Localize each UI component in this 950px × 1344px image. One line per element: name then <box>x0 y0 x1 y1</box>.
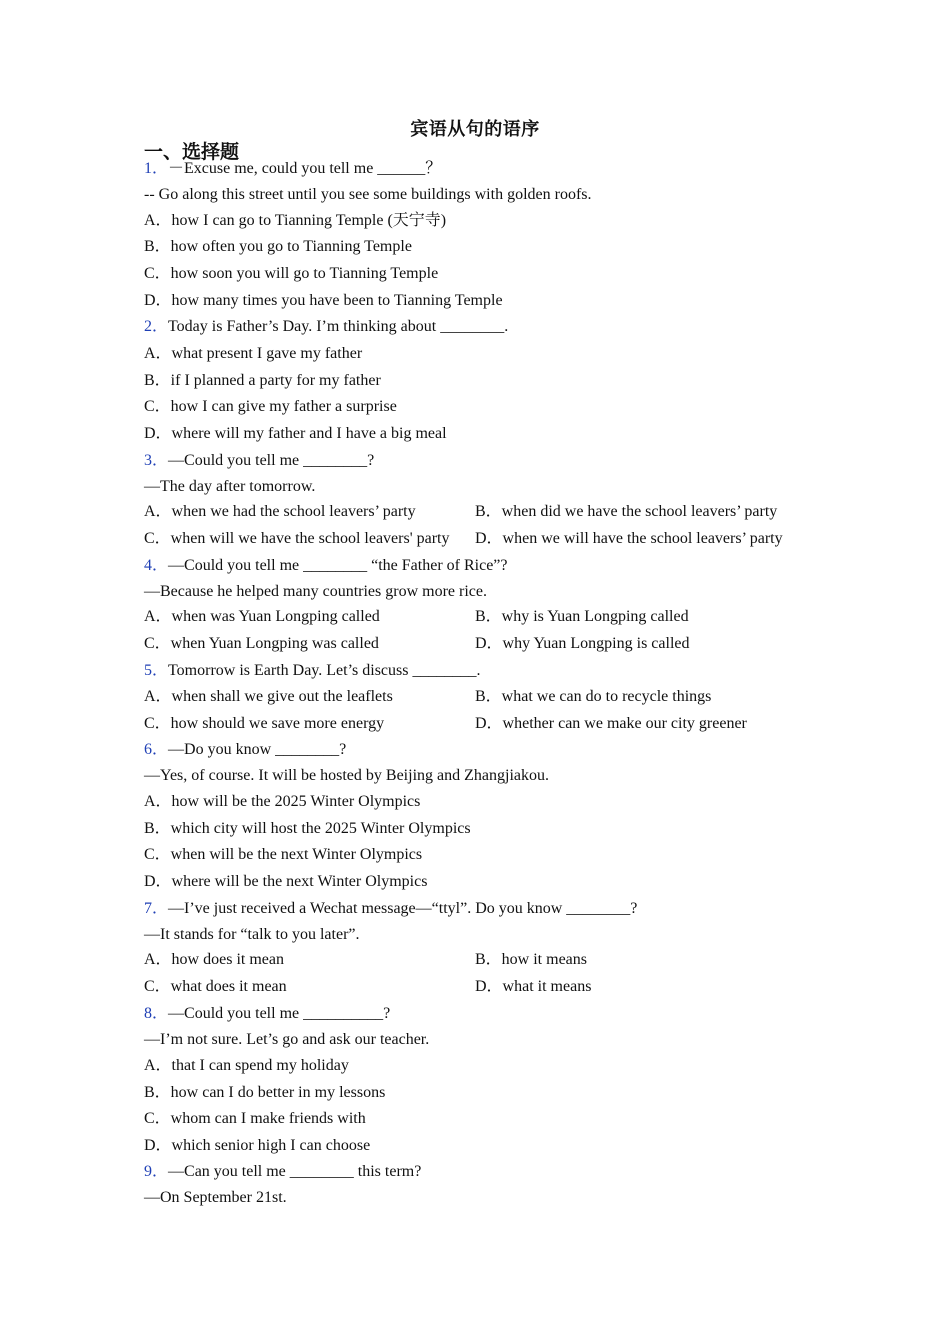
question-number: 8． <box>144 1005 169 1022</box>
question-text: －Excuse me, could you tell me ______？ <box>168 160 442 177</box>
question-2-option-b[interactable]: B．if I planned a party for my father <box>144 372 381 389</box>
question-text: —Could you tell me ________ “the Father of Rice”? <box>168 557 508 574</box>
question-7-option-b[interactable]: B．how it means <box>475 951 587 968</box>
question-4-reply: —Because he helped many countries grow more rice. <box>144 583 487 600</box>
question-8-option-d[interactable]: D．which senior high I can choose <box>144 1137 371 1154</box>
question-4-stem <box>144 556 508 576</box>
section-title: 一、选择题 <box>144 141 240 163</box>
question-7-option-a[interactable]: A．how does it mean <box>144 951 284 968</box>
question-8-option-c[interactable]: C．whom can I make friends with <box>144 1110 366 1127</box>
question-4-option-a[interactable]: A．when was Yuan Longping called <box>144 608 380 625</box>
question-5-option-a[interactable]: A．when shall we give out the leaflets <box>144 688 393 705</box>
question-number: 3． <box>144 452 169 469</box>
question-6-option-c[interactable]: C．when will be the next Winter Olympics <box>144 846 423 863</box>
question-6-option-b[interactable]: B．which city will host the 2025 Winter Olympics <box>144 820 471 837</box>
question-number: 6． <box>144 741 169 758</box>
question-number: 5． <box>144 662 169 679</box>
question-3-reply: —The day after tomorrow. <box>144 478 316 495</box>
question-3-option-c[interactable]: C．when will we have the school leavers' party <box>144 530 450 547</box>
question-4-option-c[interactable]: C．when Yuan Longping was called <box>144 635 379 652</box>
question-number: 1． <box>144 160 169 177</box>
question-7-stem <box>144 899 637 919</box>
question-5-stem <box>144 661 480 681</box>
question-7-option-d[interactable]: D．what it means <box>475 978 592 995</box>
question-text: —I’ve just received a Wechat message—“ttyl”. Do you know ________? <box>168 900 638 917</box>
question-text: —Could you tell me ________? <box>168 452 375 469</box>
question-6-reply: —Yes, of course. It will be hosted by Beijing and Zhangjiakou. <box>144 767 549 784</box>
document-title: 宾语从句的语序 <box>410 119 540 140</box>
question-6-option-d[interactable]: D．where will be the next Winter Olympics <box>144 873 428 890</box>
question-2-stem <box>144 317 508 337</box>
question-4-option-b[interactable]: B．why is Yuan Longping called <box>475 608 689 625</box>
question-6-stem <box>144 740 346 760</box>
question-2-option-d[interactable]: D．where will my father and I have a big meal <box>144 425 447 442</box>
question-8-option-a[interactable]: A．that I can spend my holiday <box>144 1057 349 1074</box>
question-2-option-a[interactable]: A．what present I gave my father <box>144 345 363 362</box>
question-9-reply: —On September 21st. <box>144 1189 287 1206</box>
question-6-option-a[interactable]: A．how will be the 2025 Winter Olympics <box>144 793 421 810</box>
question-1-reply: -- Go along this street until you see some buildings with golden roofs. <box>144 186 592 203</box>
question-7-option-c[interactable]: C．what does it mean <box>144 978 287 995</box>
question-8-option-b[interactable]: B．how can I do better in my lessons <box>144 1084 386 1101</box>
question-5-option-c[interactable]: C．how should we save more energy <box>144 715 385 732</box>
question-1-option-b[interactable]: B．how often you go to Tianning Temple <box>144 238 412 255</box>
question-8-stem <box>144 1004 390 1024</box>
question-3-option-a[interactable]: A．when we had the school leavers’ party <box>144 503 416 520</box>
question-text: —Can you tell me ________ this term? <box>168 1163 422 1180</box>
question-number: 9． <box>144 1163 169 1180</box>
question-number: 2． <box>144 318 169 335</box>
question-9-stem <box>144 1162 421 1182</box>
question-1-option-a[interactable]: A．how I can go to Tianning Temple (天宁寺) <box>144 212 447 229</box>
question-3-option-b[interactable]: B．when did we have the school leavers’ party <box>475 503 778 520</box>
question-text: Today is Father’s Day. I’m thinking about ________. <box>168 318 509 335</box>
question-number: 7． <box>144 900 169 917</box>
question-1-option-c[interactable]: C．how soon you will go to Tianning Temple <box>144 265 439 282</box>
question-text: Tomorrow is Earth Day. Let’s discuss ________. <box>168 662 481 679</box>
question-7-reply: —It stands for “talk to you later”. <box>144 926 360 943</box>
question-5-option-d[interactable]: D．whether can we make our city greener <box>475 715 747 732</box>
question-3-stem <box>144 451 374 471</box>
question-1-stem <box>144 159 441 179</box>
question-4-option-d[interactable]: D．why Yuan Longping is called <box>475 635 690 652</box>
question-number: 4． <box>144 557 169 574</box>
question-text: —Could you tell me __________? <box>168 1005 391 1022</box>
question-2-option-c[interactable]: C．how I can give my father a surprise <box>144 398 397 415</box>
question-8-reply: —I’m not sure. Let’s go and ask our teacher. <box>144 1031 430 1048</box>
question-5-option-b[interactable]: B．what we can do to recycle things <box>475 688 712 705</box>
question-3-option-d[interactable]: D．when we will have the school leavers’ party <box>475 530 783 547</box>
question-text: —Do you know ________? <box>168 741 347 758</box>
question-1-option-d[interactable]: D．how many times you have been to Tianning Temple <box>144 292 503 309</box>
